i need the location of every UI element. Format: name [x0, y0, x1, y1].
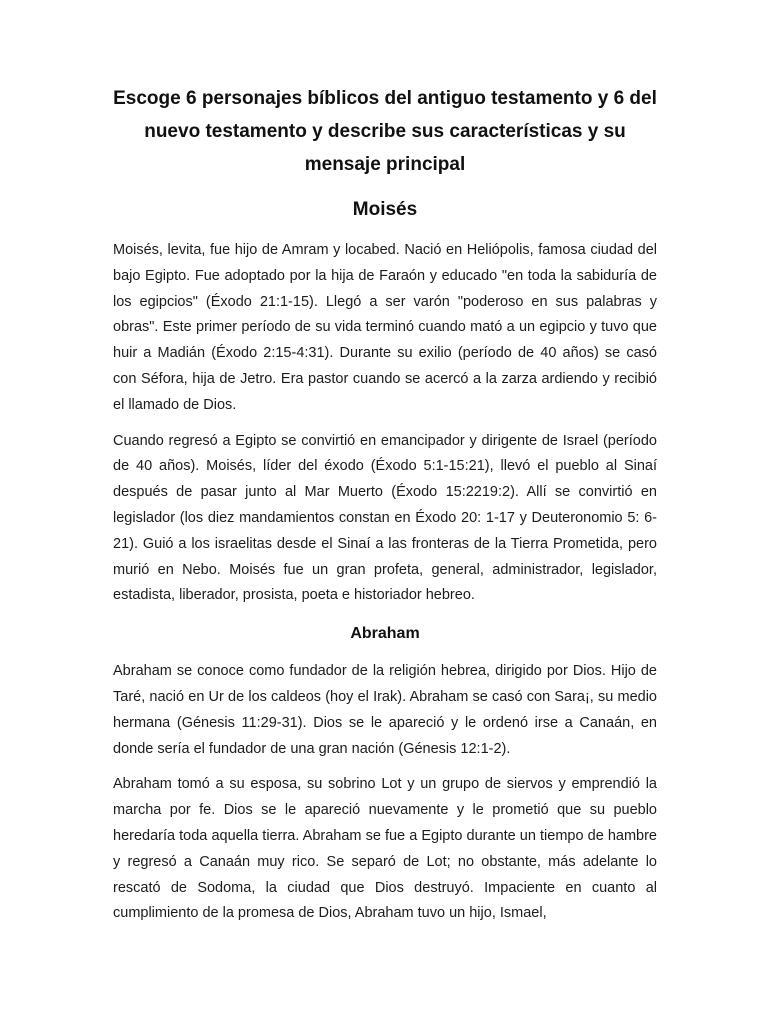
paragraph-abraham-2: Abraham tomó a su esposa, su sobrino Lot y un grupo de siervos y emprendió la marcha por fe. Dios se le apareció nuevamente y le prometió que su pueblo heredaría toda aquella tierra. Abraham se fue a Egipto durante un tiempo de hambre y regresó a Canaán muy rico. Se separó de Lot; no obstante, más adelante lo rescató de Sodoma, la ciudad que Dios destruyó. Impaciente en cuanto al cumplimiento de la promesa de Dios, Abraham tuvo un hijo, Ismael, [113, 776, 657, 922]
section-heading-abraham: Abraham [350, 625, 420, 643]
paragraph-moises-2: Cuando regresó a Egipto se convirtió en emancipador y dirigente de Israel (período de 40 años). Moisés, líder del éxodo (Éxodo 5:1-15:21), llevó el pueblo al Sinaí después de pasar junto al Mar Muerto (Éxodo 15:2219:2). Allí se convirtió en legislador (los diez mandamientos constan en Éxodo 20: 1-17 y Deuteronomio 5: 6-21). Guió a los israelitas desde el Sinaí a las fronteras de la Tierra Prometida, pero murió en Nebo. Moisés fue un gran profeta, general, administrador, legislador, estadista, liberador, prosista, poeta e historiador hebreo. [113, 432, 657, 604]
document-content [113, 82, 657, 937]
section-heading-moises: Moisés [352, 199, 418, 220]
paragraph-abraham-1: Abraham se conoce como fundador de la religión hebrea, dirigido por Dios. Hijo de Taré, nació en Ur de los caldeos (hoy el Irak). Abraham se casó con Sara¡, su medio hermana (Génesis 11:29-31). Dios se le apareció y le ordenó irse a Canaán, en donde sería el fundador de una gran nación (Génesis 12:1-2). [113, 663, 657, 757]
paragraph-moises-1: Moisés, levita, fue hijo de Amram y locabed. Nació en Heliópolis, famosa ciudad del bajo Egipto. Fue adoptado por la hija de Faraón y educado "en toda la sabiduría de los egipcios" (Éxodo 21:1-15). Llegó a ser varón "poderoso en sus palabras y obras". Este primer período de su vida terminó cuando mató a un egipcio y tuvo que huir a Madián (Éxodo 2:15-4:31). Durante su exilio (período de 40 años) se casó con Séfora, hija de Jetro. Era pastor cuando se acercó a la zarza ardiendo y recibió el llamado de Dios. [113, 242, 657, 413]
document-title: Escoge 6 personajes bíblicos del antiguo testamento y 6 del nuevo testamento y describe sus características y su mensaje principal [113, 88, 657, 175]
